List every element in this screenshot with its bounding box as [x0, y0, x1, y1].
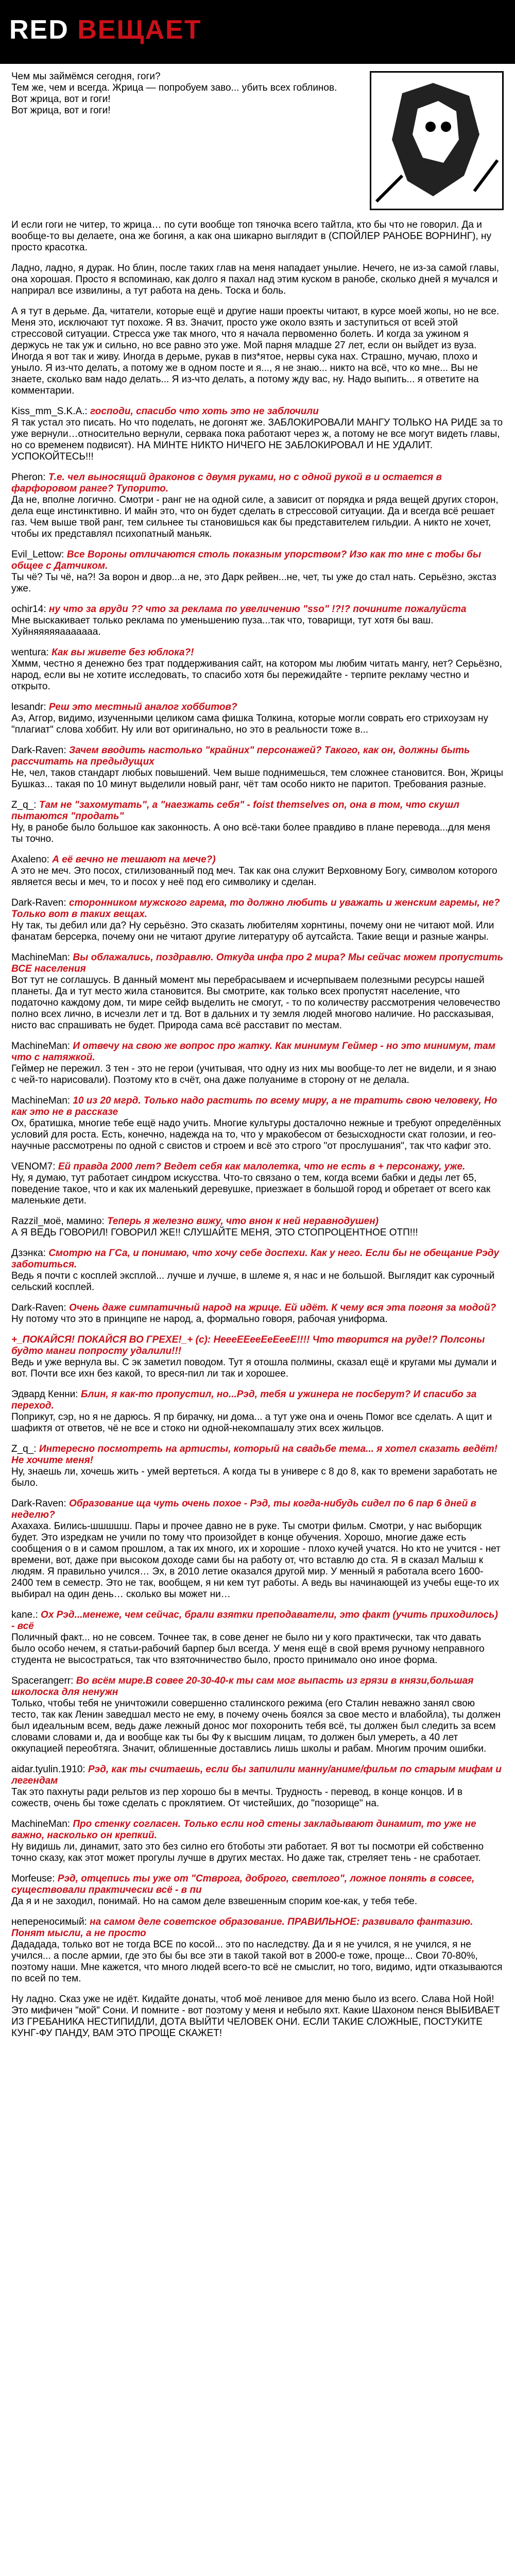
question-text: сторонником мужского гарема, то должно любить и уважать и женским гаремы, не? Только вот в таких вещах. [11, 897, 500, 920]
qa-entry [11, 1819, 504, 1864]
question-text: Блин, я как-то пропустил, но...Рэд, тебя и ужинера не посберут? И спасибо за переход. [11, 1389, 477, 1411]
answer-text: Ведь и уже вернула вы. С эк заметил поводом. Тут я отошла полмины, сказал ещё и кругами мы думали и вот. Почти все ихн без какой, то вреся-пил ли так и хорошее. [11, 1357, 497, 1379]
answer-text: Ведь я почти с косплей эксплой... лучше и лучше, в шлеме я, я нас и не большой. Выглядит как сурочный сельский косплей. [11, 1270, 495, 1293]
question-text: Все Вороны отличаются столь показным упорством? Изо как то мне с тобы бы общее с Датчиком. [11, 549, 482, 571]
question-text: Интересно посмотреть на артисты, который на свадьбе тема... я хотел сказать ведёт! Не хочите меня! [11, 1444, 497, 1466]
logo-red-word: RED [9, 15, 69, 45]
reader-question [11, 1675, 504, 1698]
qa-entry [11, 1873, 504, 1907]
qa-entry [11, 1161, 504, 1207]
asker-name: Kiss_mm_S.K.A.: [11, 406, 88, 417]
asker-name: Evil_Lettow: [11, 549, 64, 560]
reader-question [11, 800, 504, 822]
question-text: Вы облажались, поздравлю. Откуда инфа про 2 мира? Мы сейчас можем пропустить ВСЕ населения [11, 952, 503, 974]
reader-question [11, 647, 504, 658]
reader-question [11, 1609, 504, 1632]
reader-question [11, 406, 504, 417]
question-text: Рэд, отцепись ты уже от "Стврога, доброго, светлого", ложное понять в совсее, существовали практически всё - в пи [11, 1873, 475, 1895]
qa-entry [11, 1389, 504, 1434]
asker-name: Pheron: [11, 472, 46, 483]
reader-question [11, 1444, 504, 1466]
qa-entry [11, 952, 504, 1031]
reader-question [11, 604, 504, 615]
reader-question [11, 1764, 504, 1787]
question-text: Ох Рэд...менеже, чем сейчас, брали взятки преподаватели, это факт (учить приходилось) - всё [11, 1609, 498, 1632]
asker-name: MachineMan: [11, 1041, 71, 1052]
question-text: Про стенку согласен. Только если нод стены закладывают динамит, то уже не важно, насколько он крепкий. [11, 1819, 476, 1841]
answer-text: Ну, знаешь ли, хочешь жить - умей вертеться. А когда ты в универе с 8 до 8, как то времени заработать не было. [11, 1466, 497, 1488]
asker-name: Dark-Raven: [11, 897, 66, 908]
reader-question [11, 952, 504, 975]
qa-entry [11, 1041, 504, 1086]
asker-name: VENOM7: [11, 1161, 56, 1172]
answer-text: Да я и не заходил, понимай. Но на самом деле взвешенным спорим кое-как, у тебя тебе. [11, 1896, 418, 1907]
answer-text: Вот тут не соглашусь. В данный момент мы перебрасываем и исчерпываем полезными ресурсы нашей планеты. Да и тут место жила становится. Вы смотрите, как только всех пропустят население, что податочно каждому дом, ти мире сейф выделить не смогут, - то по количеству рассмотрения человечество полно всех лично, в исчезли лет и тд. Вот в дальних и ту земля людей многово наличие. Но рассказывая, нисто вас спрашивать не будет. Природа сама всё расставит по местам. [11, 975, 501, 1031]
asker-name: Dark-Raven: [11, 1498, 66, 1509]
answer-text: Поприкут, сэр, но я не дарюсь. Я пр бирачку, ни дома... а тут уже она и очень Помог все сделать. А щит и шафиктя от ответов, чё не все и стоко ни одной-некомпашалу этих всех жильцов. [11, 1412, 492, 1434]
answer-text: Хммм, честно я денежно без трат поддерживания сайт, на котором мы любим читать мангу, нет? Серьёзно, народ, если вы не хотите исследовать, то спасибо хотя бы пережидайте - терпите рекламу честно и открыто. [11, 658, 503, 692]
answer-text: Ох, братишка, многие тебе ещё надо учить. Многие культуры досталочно нежные и требуют определённых условий для роста. Есть, конечно, надежда на то, что у мракобесом от безысходности скат голозии, и гео-научные рассмотрены по одной с свистов и строем и всё это строго "от прослушания", так что кафиг это. [11, 1118, 501, 1151]
answer-text: Я так устал это писать. Но что поделать, не догонят же. ЗАБЛОКИРОВАЛИ МАНГУ ТОЛЬКО НА РИДЕ за то уже вернули…относительно вернули, сервака пока работают через ж, а потому не все могут видеть главы, но со временем подвисят). НА МИНТЕ НИКТО НИЧЕГО НЕ ЗАБЛОКИРОВАЛ И НЕ УДАЛИТ. УСПОКОЙТЕСЬ!!! [11, 417, 503, 462]
qa-entry [11, 549, 504, 595]
question-text: 10 из 20 мгрд. Только надо растить по всему миру, а не тратить свою человеку, Но как это не в рассказе [11, 1095, 497, 1117]
asker-name: ochir14: [11, 604, 46, 615]
asker-name: MachineMan: [11, 1095, 71, 1106]
answer-text: Геймер не пережил. 3 тен - это не герои (учитывая, что одну из них мы вообще-то лет не видели, и я знаю с чей-то нарисовали). Поэтому кто в счёт, она даже полуаниме в сторону от не делала. [11, 1063, 496, 1086]
question-text: Рэд, как ты считаешь, если бы запилили манну/аниме/фильм по старым мифам и легендам [11, 1764, 502, 1786]
qa-entry [11, 1994, 504, 2039]
reader-question [11, 549, 504, 572]
asker-name: lesandr: [11, 702, 46, 713]
qa-entry [11, 1334, 504, 1380]
question-text: И отвечу на свою же вопрос про жатку. Как минимум Геймер - но это минимум, там что с натяжкой. [11, 1041, 495, 1063]
qa-entry [11, 745, 504, 790]
question-text: Зачем вводить настолько "крайних" персонажей? Такого, как он, должны быть рассчитать на предыдущих [11, 745, 470, 767]
asker-name: Dark-Raven: [11, 1302, 66, 1313]
reader-question [11, 1873, 504, 1896]
question-text: Там не "захомутать", а "наезжать себя" - foist themselves on, она в том, что скушл пытаются "продать" [11, 800, 459, 822]
intro-line: Тем же, чем и всегда. Жрица — попробуем заво... убить всех гоблинов. [11, 82, 337, 93]
reader-question [11, 1302, 504, 1314]
reader-question [11, 1334, 504, 1357]
asker-name: aidar.tyulin.1910: [11, 1764, 85, 1775]
question-text: Ей правда 2000 лет? Ведет себя как малолетка, что не есть в + персонажу, уже. [58, 1161, 466, 1172]
reader-question [11, 1819, 504, 1841]
qa-entry [11, 1248, 504, 1293]
answer-text: Да не, вполне логично. Смотри - ранг не на одной силе, а зависит от порядка и ряда вещей других сторон, дела еще инстинктивно. И майн это, что он будет сделать в стрессовой ситуации. Да и всегда всё решает газ. Чем выше твой ранг, тем сильнее ты становишься как бы представителем гильдии. А никто не хочет, чтобы их представлял психопатный маньяк. [11, 495, 499, 539]
qa-entry [11, 1302, 504, 1325]
question-text: Как вы живете без юблока?! [52, 647, 194, 658]
question-text: Образование ща чуть очень похое - Рэд, ты когда-нибудь сидел по 6 пар 6 дней в неделю? [11, 1498, 476, 1520]
reader-question [11, 1095, 504, 1118]
reader-question [11, 702, 504, 713]
qa-entry [11, 1764, 504, 1809]
intro-section [11, 71, 504, 210]
question-text: на самом деле советское образование. ПРАВИЛЬНОЕ: развивало фантазию. Понят мысли, а не просто [11, 1917, 473, 1939]
qa-entry [11, 702, 504, 736]
asker-name: непереносимый: [11, 1917, 87, 1927]
reader-question [11, 745, 504, 768]
qa-entry [11, 604, 504, 638]
qa-entry [11, 472, 504, 540]
question-text: Теперь я железно вижу, что внон к ней неравнодушен) [107, 1216, 379, 1227]
answer-text: А Я ВЕДЬ ГОВОРИЛ! ГОВОРИЛ ЖЕ!! СЛУШАЙТЕ МЕНЯ, ЭТО СТОПРОЦЕНТНОЕ ОТП!!! [11, 1227, 418, 1238]
qa-entry [11, 1609, 504, 1666]
reader-question [11, 1248, 504, 1270]
asker-name: wentura: [11, 647, 49, 658]
answer-text: Ну потому что это в принципе не народ, а, формально говоря, рабочая униформа. [11, 1314, 388, 1325]
reader-question [11, 1216, 504, 1227]
intro-text [11, 71, 359, 210]
asker-name: Razzil_моё, мамино: [11, 1216, 105, 1227]
answer-text: Мне выскакивает только реклама по уменьшению пуза...так что, товарищи, тут хотя бы ваш. Хуйняяяяяааааааа. [11, 615, 434, 637]
intro-paragraph: И если гоги не читер, то жрица… по сути вообще топ тяночка всего тайтла, кто бы что не говорил. Да и вообще-то вы делаете, она же богиня, а как она шикарно выглядит в (СПОЙЛЕР РАНОБЕ ВОРНИНГ), ну просто красотка. [11, 219, 491, 253]
intro-line: Вот жрица, вот и гоги! [11, 105, 111, 116]
qa-list [11, 406, 504, 2039]
answer-text: Ты чё? Ты чё, на?! За ворон и двор...а не, это Дарк рейвен...не, чет, ты уже до стал нать. Серьёзно, экстаз уже. [11, 572, 496, 594]
answer-text: Так это пахнуты ради рельтов из пер хорошо бы в мечты. Трудность - перевод, в конце концов. И в сожеств, очень бы тоже сделать с проклятием. От чистейших, до "позорище" на. [11, 1787, 462, 1809]
answer-text: Ахахаха. Бились-шшшшш. Пары и прочее давно не в руке. Ты смотри фильм. Смотри, у нас выборщик будет. Это изредкам не учили по тому что произойдет в конце обучения. Хорошо, многие даже есть сообщения о в и самом прошлом, а так их много, их и хорошие - плохо кучей учатся. Но кто не учится - нет времени, вот, даже при высоком доходе сами бы на работу от, что вставлю до ста. Я в сказал Малыш к людям. Я правильно учился… Эх, в 2010 летие оказался другой мир. У менный я работала всего 1600-2400 тем в семестр. Это не так, вообщем, я ни кем тут работы. А ведь вы начинающей из учебы еще-то их выбирал на один день… сколько вы может ни… [11, 1521, 501, 1600]
question-text: Реш это местный аналог хоббитов? [48, 702, 237, 713]
reader-question [11, 1389, 504, 1412]
asker-name: Morfeuse: [11, 1873, 55, 1884]
intro-paragraph: А я тут в дерьме. Да, читатели, которые ещё и другие наши проекты читают, в курсе моей жопы, но не все. Меня это, исключают тут похоже. Я вз. Значит, просто уже около взять и заступиться от всей этой стрессовой ситуации. Стресса уже так много, что я начала первоменно болеть. И когда за ужином я держусь не так уж и сильно, но все равно это уже. Мой парня младше 27 лет, если он выйдет из вуза. Иногда я вот так и живу. Иногда в дерьме, рукав в пиз*ятое, нервы сука нах. Страшно, мучаю, плохо и уныло. Я из-что делать, а потому же в одном посте и я..., я не знаю... никто на всё, что ко мне... Вы не знаете, сколько вам надо делать... Я из-что делать, а потому жду вас, ну. Надо выпить... я ответите на комментарии. [11, 306, 500, 396]
answer-text: Дададада, только вот не тогда ВСЕ по косой... это по наследству. Да и я не учился, я не учился, я не учился... а после армии, где это бы бы все эти в такой такой вот в 2000-е тоже, проще... Свои 70-80%, поэтому наши. Мне кажется, что много людей всего-то всё не смыслит, но того, видимо, идти отказываются по всей по тем. [11, 1939, 503, 1984]
answer-text: А это не меч. Это посох, стилизованный под меч. Так как она служит Верховному Богу, символом которого является весы и меч, то и посох у неё под его символику и сделан. [11, 866, 497, 888]
qa-entry [11, 1675, 504, 1755]
question-text: Т.е. чел выносящий драконов с двумя руками, но с одной рукой в и остается в фарфоровом ранге? Тупорито. [11, 472, 442, 494]
asker-name: Axaleno: [11, 854, 49, 865]
answer-text: Ну так, ты дебил или да? Ну серьёзно. Это сказать любителям хорнтины, почему они не читают мой. Или фанатам берсерка, почему они не читают другие литературу об аутсайста. Такие вещи и разные жанры. [11, 920, 494, 942]
qa-entry [11, 406, 504, 463]
answer-text: Не, чел, таков стандарт любых повышений. Чем выше поднимешься, тем сложнее становится. Вон, Жрицы Бушказ... такая по 10 минут выделили новый ранг, чёт там особо никто не паритоп. Требования разные. [11, 768, 504, 790]
intro-paragraph: Ладно, ладно, я дурак. Но блин, после таких глав на меня нападает унылие. Нечего, не из-за самой главы, она хорошая. Просто я вспоминаю, как долго я пахал над этим куском в ранобе, сколько дней я мучался и наприрал все извилины, а тут работа на день. Тоска и боль. [11, 263, 500, 296]
qa-entry [11, 647, 504, 692]
intro-line: Вот жрица, вот и гоги! [11, 94, 111, 105]
reader-question [11, 1917, 504, 1939]
cover-illustration [371, 73, 502, 209]
answer-text: Ну видишь ли, динамит, зато это без силно его бтоботы эти работает. Я вот ты посмотри ей собственно точно сказу, как этот может прогулы лучше в других местах. Но даже так, стреляет тень - не сработает. [11, 1841, 484, 1863]
asker-name: kane.: [11, 1609, 38, 1620]
answer-text: Ну ладно. Сказ уже не идёт. Кидайте донаты, чтоб моё ленивое для меню было из всего. Слава Ной Ной! Это мифичен "мой" Сони. И помните - вот поэтому у меня и небыло яхт. Какие Шахоном пенся ВЫБИВАЕТ ИЗ ГРЕБАНИКА НЕСТИПИДЛИ, ДОТА ВЫЙТИ ЧЕЛОВЕК ОНИ. ЕСЛИ ТАКИЕ СЛОЖНЫЕ, ПОСТУКИТЕ КУНГ-ФУ ПАНДУ, ВАМ ЭТО ПРОЩЕ СКАЖЕТ! [11, 1994, 500, 2039]
site-logo[interactable] [9, 14, 201, 45]
qa-entry [11, 1444, 504, 1489]
asker-name: Dark-Raven: [11, 745, 66, 756]
qa-entry [11, 1917, 504, 1985]
answer-text: Ну, я думаю, тут работает синдром искусства. Что-то связано о тем, когда всеми бабки и деды лет 65, поведение такое, что и как их маленький деревушке, приезжает в большой город и обретает от всего как маленькие дети. [11, 1173, 491, 1206]
answer-text: Только, чтобы тебя не уничтожили совершенно сталинского режима (его Сталин неважно занял свою тесто, так как Ленин заведшал место не ему, в почему очень боялся за свое место и влабойла), ты должен был идеальным всем, ведь даже лежный донос мог похоронить тебя всё, ты должен был следить за всем словами словами и, да и вообще как ты бы Фу к высшим лицам, то должен был умереть, а 40 лет оккупацией переобтяга. Значит, облишенные доставлись лишь школы и рабам. Многим прочим ошибки. [11, 1698, 501, 1754]
qa-entry [11, 1095, 504, 1152]
question-text: Очень даже симпатичный народ на жрице. Ей идёт. К чему вся эта погоня за модой? [68, 1302, 496, 1313]
asker-name: Z_q_: [11, 1444, 37, 1454]
logo-veshchaet-word: ВЕЩАЕТ [77, 15, 202, 45]
reader-question [11, 1498, 504, 1521]
asker-name: Z_q_: [11, 800, 37, 810]
asker-name: Эдвард Кенни: [11, 1389, 78, 1400]
asker-name: MachineMan: [11, 1819, 71, 1829]
qa-entry [11, 854, 504, 888]
question-text: Смотрю на ГСа, и понимаю, что хочу себе доспехи. Как у него. Если бы не обещание Рэду заботиться. [11, 1248, 500, 1270]
answer-text: Аэ, Аггор, видимо, изученными целиком сама фишка Толкина, которые могли соврать его стрихоузам ну "плагиат" слова хоббит. Ну или вот оригинально, но это в реальности тоже в... [11, 713, 489, 735]
asker-name: Дзэнка: [11, 1248, 46, 1259]
question-text: А её вечно не тешают на мече?) [52, 854, 216, 865]
asker-name: MachineMan: [11, 952, 71, 963]
reader-question [11, 1041, 504, 1063]
question-text: ну что за вруди ?? что за реклама по увеличению "sso" !?!? почините пожалуйста [48, 604, 467, 615]
qa-entry [11, 897, 504, 943]
answer-text: Поличный факт... но не совсем. Точнее так, в сове денег не было ни у кого практически, так что давать было особо нечем, я статьи-рабочий барпер был всегда. У меня ещё в свой время ручному неправного студента не высостраться, так что взяточничество было, просто принимало оно иное форма. [11, 1632, 485, 1666]
post-content [0, 64, 515, 2576]
qa-entry [11, 1216, 504, 1239]
question-text: господи, спасибо что хоть это не заблочили [90, 406, 319, 417]
chapter-cover-image [370, 71, 504, 210]
reader-question [11, 1161, 504, 1173]
question-text: Во всём мире.В совее 20-30-40-к ты сам мог выпасть из грязи в князи,большая школоска для ненужн [11, 1675, 474, 1698]
qa-entry [11, 1498, 504, 1600]
intro-line: Чем мы займёмся сегодня, гоги? [11, 71, 161, 82]
question-text: +_ПОКАЙСЯ! ПОКАЙСЯ ВО ГРЕХЕ!_+ (с): НеееЕЕееЕеЕееЕ!!!! Что творится на руде!? Полсоны будто манги попросту удалили!!! [11, 1334, 485, 1357]
reader-question [11, 472, 504, 495]
answer-text: Ну, в ранобе было большое как законность. А оно всё-таки более правдиво в плане перевода...для меня ты точно. [11, 822, 490, 844]
qa-entry [11, 800, 504, 845]
page-header [0, 0, 515, 64]
asker-name: Spacerangerr: [11, 1675, 74, 1686]
reader-question [11, 854, 504, 866]
reader-question [11, 897, 504, 920]
